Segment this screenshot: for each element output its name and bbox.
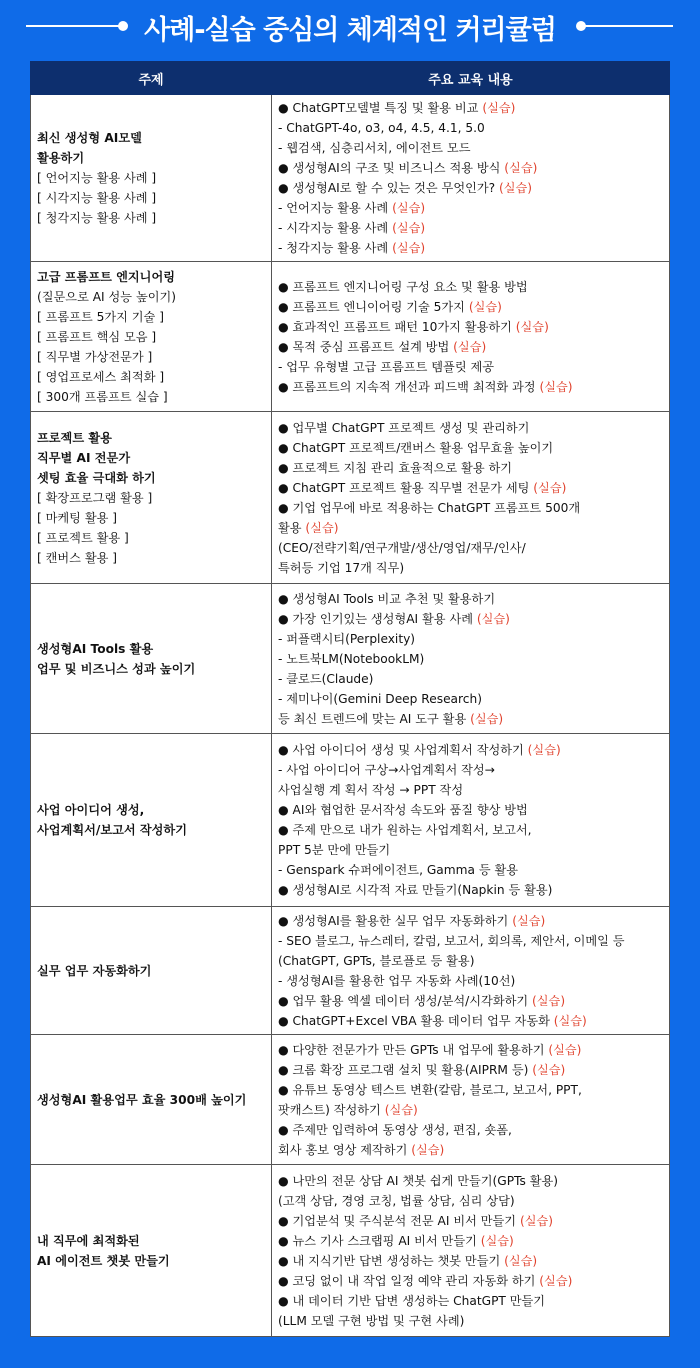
content-text: ● ChatGPT+Excel VBA 활용 데이터 업무 자동화 <box>278 1013 550 1028</box>
content-text: - ChatGPT-4o, o3, o4, 4.5, 4.1, 5.0 <box>278 121 485 135</box>
table-header-row <box>31 62 670 95</box>
row-content <box>272 734 670 907</box>
content-text: (ChatGPT, GPTs, 블로플로 등 활용) <box>278 953 475 968</box>
content-text: ● 뉴스 기사 스크랩핑 AI 비서 만들기 <box>278 1233 477 1248</box>
content-text: 활용 <box>278 520 302 535</box>
content-line <box>278 860 663 880</box>
content-text: (LLM 모델 구현 방법 및 구현 사례) <box>278 1313 465 1328</box>
practice-tag: (실습) <box>305 520 339 535</box>
row-topic <box>31 1165 272 1337</box>
content-text: 팟캐스트) 작성하기 <box>278 1102 381 1117</box>
practice-tag: (실습) <box>392 201 426 215</box>
content-text: ● 가장 인기있는 생성형AI 활용 사례 <box>278 611 473 626</box>
content-text: ● 기업 업무에 바로 적용하는 ChatGPT 프롬프트 500개 <box>278 500 581 515</box>
content-text: ● 프롬프트 엔지니어링 구성 요소 및 활용 방법 <box>278 279 528 294</box>
content-line <box>278 689 663 709</box>
row-topic <box>31 1035 272 1165</box>
table-row <box>31 412 670 584</box>
content-line <box>278 538 663 558</box>
content-text: (고객 상담, 경영 코칭, 법률 상담, 심리 상담) <box>278 1193 515 1208</box>
row-topic <box>31 262 272 412</box>
row-content <box>272 262 670 412</box>
practice-tag: (실습) <box>482 101 516 115</box>
content-line <box>278 1211 663 1231</box>
topic-sub-item: [ 언어지능 활용 사례 ] <box>37 171 157 185</box>
table-row <box>31 1035 670 1165</box>
table-row <box>31 95 670 262</box>
content-text: ● 프롬프트 엔니이어링 기술 5가지 <box>278 299 465 314</box>
content-text: 사업실행 계 획서 작성 → PPT 작성 <box>278 783 464 797</box>
content-text: ● 생성형AI로 할 수 있는 것은 무엇인가? <box>278 181 496 195</box>
content-line <box>278 418 663 438</box>
header-divider-right <box>580 25 673 27</box>
practice-tag: (실습) <box>532 993 566 1008</box>
row-content <box>272 412 670 584</box>
content-line <box>278 780 663 800</box>
table-row <box>31 1165 670 1337</box>
content-text: ● 프롬프트의 지속적 개선과 피드백 최적화 과정 <box>278 379 536 394</box>
topic-sub-item: [ 300개 프롬프트 실습 ] <box>37 389 168 404</box>
content-line <box>278 198 663 218</box>
topic-title-line: 업무 및 비즈니스 성과 높이기 <box>37 661 196 676</box>
topic-title-line: 최신 생성형 AI모델 <box>37 131 142 145</box>
content-text: - 업무 유형별 고급 프롬프트 템플릿 제공 <box>278 359 495 374</box>
row-content <box>272 584 670 734</box>
content-text: - 노트북LM(NotebookLM) <box>278 651 425 666</box>
content-text: ● 내 데이터 기반 답변 생성하는 ChatGPT 만들기 <box>278 1293 546 1308</box>
practice-tag: (실습) <box>539 379 573 394</box>
topic-sub-item: [ 시각지능 활용 사례 ] <box>37 191 157 205</box>
topic-sub-item: [ 프롬프트 5가지 기술 ] <box>37 309 164 324</box>
content-line <box>278 669 663 689</box>
content-line <box>278 800 663 820</box>
practice-tag: (실습) <box>553 1013 587 1028</box>
content-text: - SEO 블로그, 뉴스레터, 칼럼, 보고서, 회의록, 제안서, 이메일 등 <box>278 933 625 948</box>
practice-tag: (실습) <box>411 1142 445 1157</box>
content-line <box>278 760 663 780</box>
content-text: ● 주제 만으로 내가 원하는 사업계획서, 보고서, <box>278 823 532 837</box>
content-line <box>278 629 663 649</box>
topic-sub-item: [ 마케팅 활용 ] <box>37 510 117 525</box>
topic-sub-item: [ 프로젝트 활용 ] <box>37 530 129 545</box>
content-text: ● 주제만 입력하여 동영상 생성, 편집, 숏폼, <box>278 1122 512 1137</box>
topic-title-line: 고급 프롬프트 엔지니어링 <box>37 269 175 284</box>
content-text: ● 기업분석 및 주식분석 전문 AI 비서 만들기 <box>278 1213 517 1228</box>
topic-title-line: AI 에이전트 챗봇 만들기 <box>37 1253 170 1268</box>
content-line <box>278 498 663 518</box>
topic-title-line: 내 직무에 최적화된 <box>37 1233 140 1248</box>
content-line <box>278 337 663 357</box>
content-line <box>278 1080 663 1100</box>
content-text: ● 업무별 ChatGPT 프로젝트 생성 및 관리하기 <box>278 420 530 435</box>
content-text: ● 효과적인 프롬프트 패턴 10가지 활용하기 <box>278 319 512 334</box>
content-text: - 시각지능 활용 사례 <box>278 221 389 235</box>
content-line <box>278 158 663 178</box>
row-topic <box>31 734 272 907</box>
topic-title-line: 직무별 AI 전문가 <box>37 450 131 465</box>
practice-tag: (실습) <box>504 1253 538 1268</box>
topic-title-line: 생성형AI Tools 활용 <box>37 641 154 656</box>
practice-tag: (실습) <box>512 913 546 928</box>
content-line <box>278 840 663 860</box>
content-line <box>278 971 663 991</box>
topic-title-line: 사업계획서/보고서 작성하기 <box>37 823 187 837</box>
content-line <box>278 138 663 158</box>
content-text: ● 코딩 없이 내 작업 일정 예약 관리 자동화 하기 <box>278 1273 536 1288</box>
content-line <box>278 317 663 337</box>
topic-title-line: 프로젝트 활용 <box>37 430 112 445</box>
topic-title-line: 실무 업무 자동화하기 <box>37 963 152 978</box>
topic-title-line: 활용하기 <box>37 151 85 165</box>
row-content <box>272 1165 670 1337</box>
content-line <box>278 1060 663 1080</box>
content-text: ● 업무 활용 엑셀 데이터 생성/분석/시각화하기 <box>278 993 529 1008</box>
page-title: 사례-실습 중심의 체계적인 커리큘럼 <box>144 15 556 46</box>
content-text: 특허등 기업 17개 직무) <box>278 560 405 575</box>
content-text: ● 생성형AI Tools 비교 추천 및 활용하기 <box>278 591 496 606</box>
content-line <box>278 1100 663 1120</box>
content-text: PPT 5분 만에 만들기 <box>278 843 391 857</box>
content-text: - 퍼플랙시티(Perplexity) <box>278 631 416 646</box>
content-line <box>278 377 663 397</box>
content-line <box>278 558 663 578</box>
content-text: - 웹검색, 심층리서치, 에이전트 모드 <box>278 141 471 155</box>
content-line <box>278 931 663 951</box>
content-line <box>278 709 663 729</box>
content-line <box>278 589 663 609</box>
content-text: - 언어지능 활용 사례 <box>278 201 389 215</box>
practice-tag: (실습) <box>504 161 538 175</box>
content-line <box>278 357 663 377</box>
content-text: 회사 홍보 영상 제작하기 <box>278 1142 408 1157</box>
content-text: ● 목적 중심 프롬프트 설계 방법 <box>278 339 450 354</box>
topic-sub-item: [ 캔버스 활용 ] <box>37 550 117 565</box>
content-line <box>278 438 663 458</box>
content-text: ● 사업 아이디어 생성 및 사업계획서 작성하기 <box>278 743 524 757</box>
content-line <box>278 238 663 258</box>
content-line <box>278 1191 663 1211</box>
content-text: ● 생성형AI를 활용한 실무 업무 자동화하기 <box>278 913 509 928</box>
content-text: ● ChatGPT 프로젝트/캔버스 활용 업무효율 높이기 <box>278 440 554 455</box>
row-topic <box>31 412 272 584</box>
topic-sub-item: (질문으로 AI 성능 높이기) <box>37 289 177 304</box>
content-line <box>278 880 663 900</box>
practice-tag: (실습) <box>515 319 549 334</box>
header-content: 주요 교육 내용 <box>272 62 670 95</box>
content-text: ● 다양한 전문가가 만든 GPTs 내 업무에 활용하기 <box>278 1042 545 1057</box>
row-content <box>272 95 670 262</box>
header-dot-left <box>118 21 128 31</box>
row-topic <box>31 907 272 1035</box>
content-text: (CEO/전략기획/연구개발/생산/영업/재무/인사/ <box>278 540 526 555</box>
content-line <box>278 297 663 317</box>
practice-tag: (실습) <box>539 1273 573 1288</box>
content-line <box>278 118 663 138</box>
content-text: ● 생성형AI로 시각적 자료 만들기(Napkin 등 활용) <box>278 883 553 897</box>
page-header <box>0 0 700 52</box>
row-topic <box>31 95 272 262</box>
content-text: - Genspark 슈퍼에이전트, Gamma 등 활용 <box>278 863 519 877</box>
table-row <box>31 584 670 734</box>
row-content <box>272 1035 670 1165</box>
practice-tag: (실습) <box>533 480 567 495</box>
content-line <box>278 1311 663 1331</box>
table-row <box>31 734 670 907</box>
row-topic <box>31 584 272 734</box>
content-text: ● 유튜브 동영상 텍스트 변환(칼람, 블로그, 보고서, PPT, <box>278 1082 582 1097</box>
content-line <box>278 1271 663 1291</box>
topic-sub-item: [ 확장프로그램 활용 ] <box>37 490 153 505</box>
content-line <box>278 911 663 931</box>
content-text: - 클로드(Claude) <box>278 671 374 686</box>
content-text: 등 최신 트렌드에 맞는 AI 도구 활용 <box>278 711 467 726</box>
content-line <box>278 218 663 238</box>
content-text: ● ChatGPT 프로젝트 활용 직무별 전문가 세팅 <box>278 480 530 495</box>
content-text: - 사업 아이디어 구상→사업계획서 작성→ <box>278 763 495 777</box>
content-text: ● 나만의 전문 상담 AI 챗봇 쉽게 만들기(GPTs 활용) <box>278 1173 559 1188</box>
content-line <box>278 1251 663 1271</box>
content-text: ● 크롬 확장 프로그램 설치 및 활용(AIPRM 등) <box>278 1062 529 1077</box>
content-line <box>278 991 663 1011</box>
practice-tag: (실습) <box>519 1213 553 1228</box>
content-text: - 제미나이(Gemini Deep Research) <box>278 691 482 706</box>
content-line <box>278 1140 663 1160</box>
row-content <box>272 907 670 1035</box>
topic-sub-item: [ 청각지능 활용 사례 ] <box>37 211 157 225</box>
header-divider-left <box>26 25 122 27</box>
content-line <box>278 1011 663 1031</box>
table-row <box>31 907 670 1035</box>
header-topic: 주제 <box>31 62 272 95</box>
topic-sub-item: [ 프롬프트 핵심 모음 ] <box>37 329 157 344</box>
content-line <box>278 609 663 629</box>
practice-tag: (실습) <box>548 1042 582 1057</box>
topic-title-line: 생성형AI 활용업무 효율 300배 높이기 <box>37 1092 247 1107</box>
content-line <box>278 1171 663 1191</box>
topic-title-line: 셋팅 효율 극대화 하기 <box>37 470 156 485</box>
practice-tag: (실습) <box>498 181 533 195</box>
table-row <box>31 262 670 412</box>
practice-tag: (실습) <box>470 711 504 726</box>
content-text: ● ChatGPT모델별 특징 및 활용 비교 <box>278 101 479 115</box>
content-line <box>278 740 663 760</box>
content-line <box>278 1291 663 1311</box>
practice-tag: (실습) <box>532 1062 566 1077</box>
content-text: ● AI와 협업한 문서작성 속도와 품질 향상 방법 <box>278 803 528 817</box>
practice-tag: (실습) <box>480 1233 514 1248</box>
topic-title-line: 사업 아이디어 생성, <box>37 803 145 817</box>
curriculum-table <box>30 61 670 1337</box>
content-line <box>278 178 663 198</box>
content-line <box>278 649 663 669</box>
practice-tag: (실습) <box>476 611 510 626</box>
practice-tag: (실습) <box>384 1102 418 1117</box>
practice-tag: (실습) <box>392 241 426 255</box>
content-line <box>278 458 663 478</box>
content-line <box>278 478 663 498</box>
content-text: - 생성형AI를 활용한 업무 자동화 사례(10선) <box>278 973 516 988</box>
content-text: - 청각지능 활용 사례 <box>278 241 389 255</box>
practice-tag: (실습) <box>453 339 487 354</box>
content-text: ● 내 지식기반 답변 생성하는 챗봇 만들기 <box>278 1253 501 1268</box>
practice-tag: (실습) <box>527 743 561 757</box>
content-line <box>278 98 663 118</box>
content-line <box>278 1120 663 1140</box>
practice-tag: (실습) <box>468 299 502 314</box>
content-line <box>278 1040 663 1060</box>
content-line <box>278 277 663 297</box>
practice-tag: (실습) <box>392 221 426 235</box>
topic-sub-item: [ 영업프로세스 최적화 ] <box>37 369 165 384</box>
content-line <box>278 820 663 840</box>
content-line <box>278 1231 663 1251</box>
content-line <box>278 518 663 538</box>
content-line <box>278 951 663 971</box>
topic-sub-item: [ 직무별 가상전문가 ] <box>37 349 153 364</box>
content-text: ● 프로젝트 지침 관리 효율적으로 활용 하기 <box>278 460 513 475</box>
content-text: ● 생성형AI의 구조 및 비즈니스 적용 방식 <box>278 161 501 175</box>
